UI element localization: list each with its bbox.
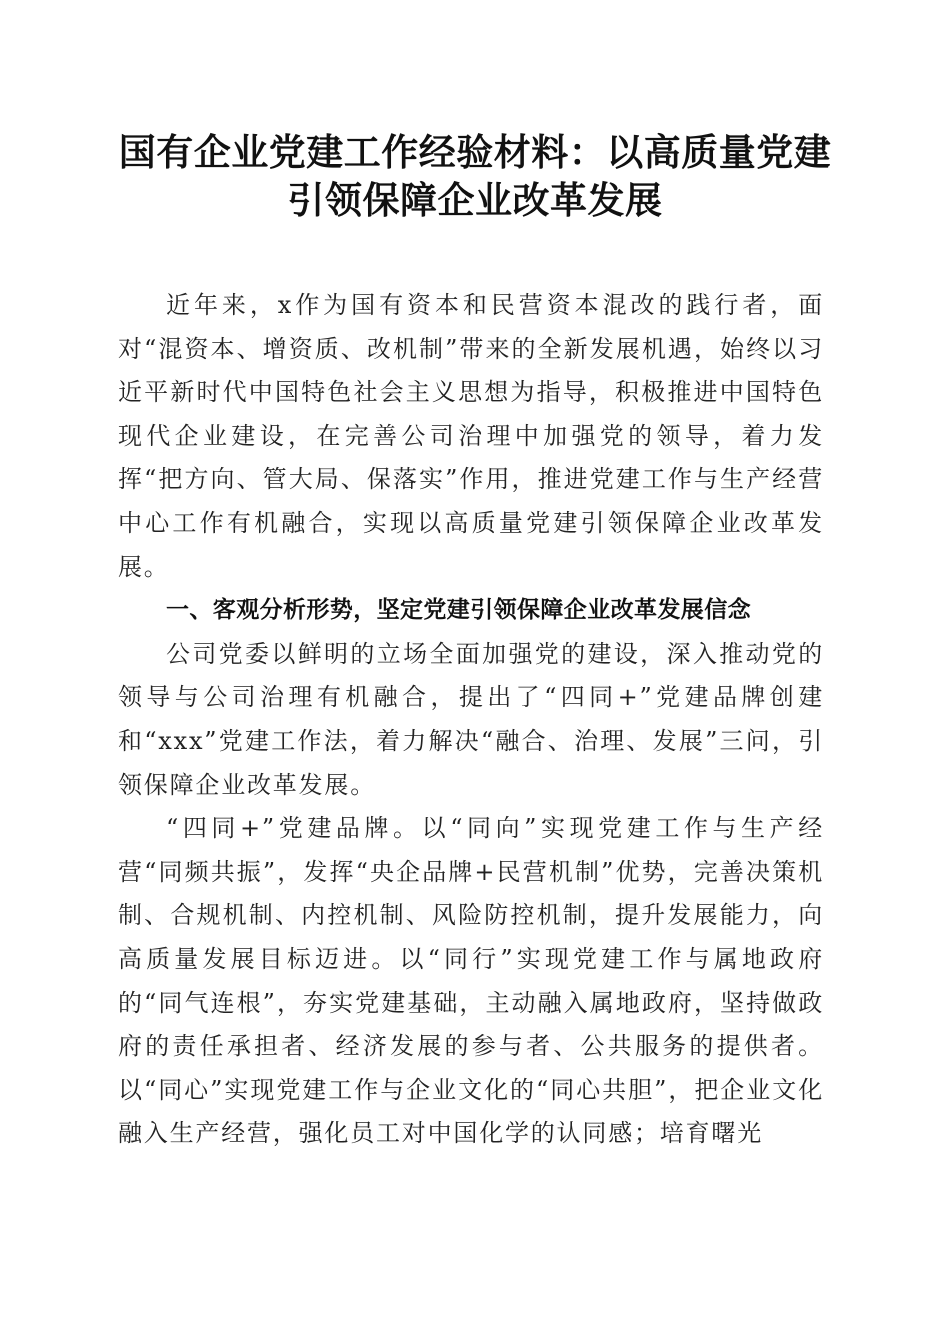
section-paragraph-2: “四同+”党建品牌。以“同向”实现党建工作与生产经营“同频共振”，发挥“央企品牌+民营机制”优势，完善决策机制、合规机制、内控机制、风险防控机制，提升发展能力，向高质量发展目标迈进。以“同行”实现党建工作与属地政府的“同气连根”，夯实党建基础，主动融入属地政府，坚持做政府的责任承担者、经济发展的参与者、公共服务的提供者。以“同心”实现党建工作与企业文化的“同心共胆”，把企业文化融入生产经营，强化员工对中国化学的认同感；培育曙光 (118, 814, 824, 1148)
document-title: 国有企业党建工作经验材料：以高质量党建引领保障企业改革发展 (118, 130, 832, 222)
section-heading: 一、客观分析形势，坚定党建引领保障企业改革发展信念 (166, 597, 751, 624)
document-body (118, 284, 824, 1156)
section-paragraph-1: 公司党委以鲜明的立场全面加强党的建设，深入推动党的领导与公司治理有机融合，提出了“四同+”党建品牌创建和“xxx”党建工作法，着力解决“融合、治理、发展”三问，引领保障企业改革发展。 (118, 639, 824, 799)
intro-paragraph: 近年来，x作为国有资本和民营资本混改的践行者，面对“混资本、增资质、改机制”带来的全新发展机遇，始终以习近平新时代中国特色社会主义思想为指导，积极推进中国特色现代企业建设，在完善公司治理中加强党的领导，着力发挥“把方向、管大局、保落实”作用，推进党建工作与生产经营中心工作有机融合，实现以高质量党建引领保障企业改革发展。 (118, 291, 824, 581)
